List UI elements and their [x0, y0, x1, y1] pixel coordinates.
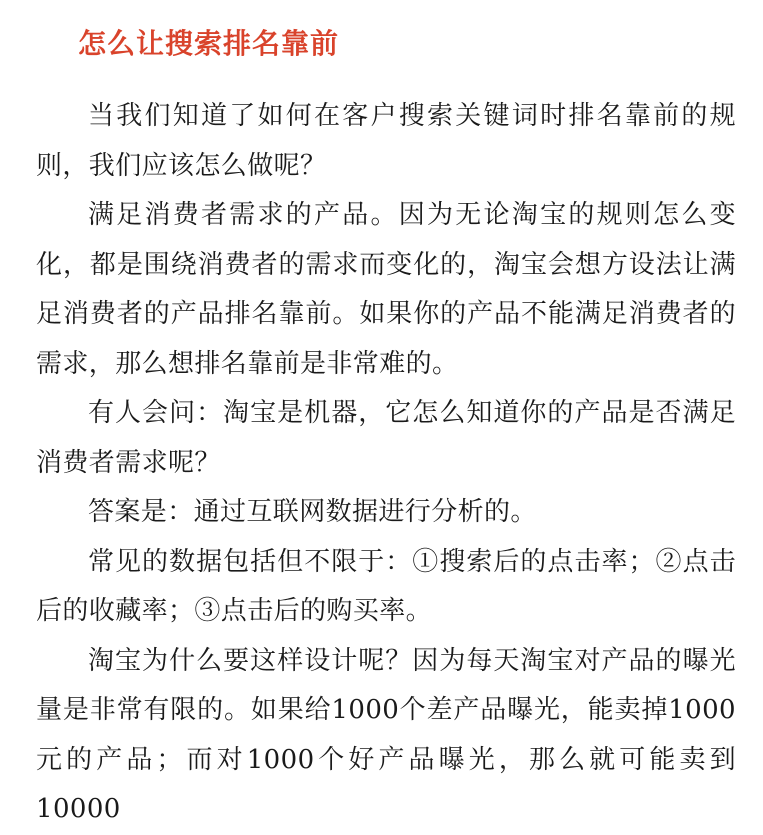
paragraph: 常见的数据包括但不限于：①搜索后的点击率；②点击后的收藏率；③点击后的购买率。	[36, 546, 736, 626]
paragraph: 答案是：通过互联网数据进行分析的。	[88, 497, 537, 527]
paragraph: 淘宝为什么要这样设计呢？因为每天淘宝对产品的曝光量是非常有限的。如果给1000个差产品曝光，能卖掉1000元的产品；而对1000个好产品曝光，那么就可能卖到10000	[36, 645, 736, 824]
paragraph: 当我们知道了如何在客户搜索关键词时排名靠前的规则，我们应该怎么做呢？	[36, 101, 736, 181]
paragraph: 满足消费者需求的产品。因为无论淘宝的规则怎么变化，都是围绕消费者的需求而变化的，淘宝会想方设法让满足消费者的产品排名靠前。如果你的产品不能满足消费者的需求，那么想排名靠前是非常难的。	[36, 200, 736, 379]
section-title: 怎么让搜索排名靠前	[78, 27, 340, 60]
body-text	[36, 92, 736, 835]
paragraph: 有人会问：淘宝是机器，它怎么知道你的产品是否满足消费者需求呢？	[36, 398, 736, 478]
